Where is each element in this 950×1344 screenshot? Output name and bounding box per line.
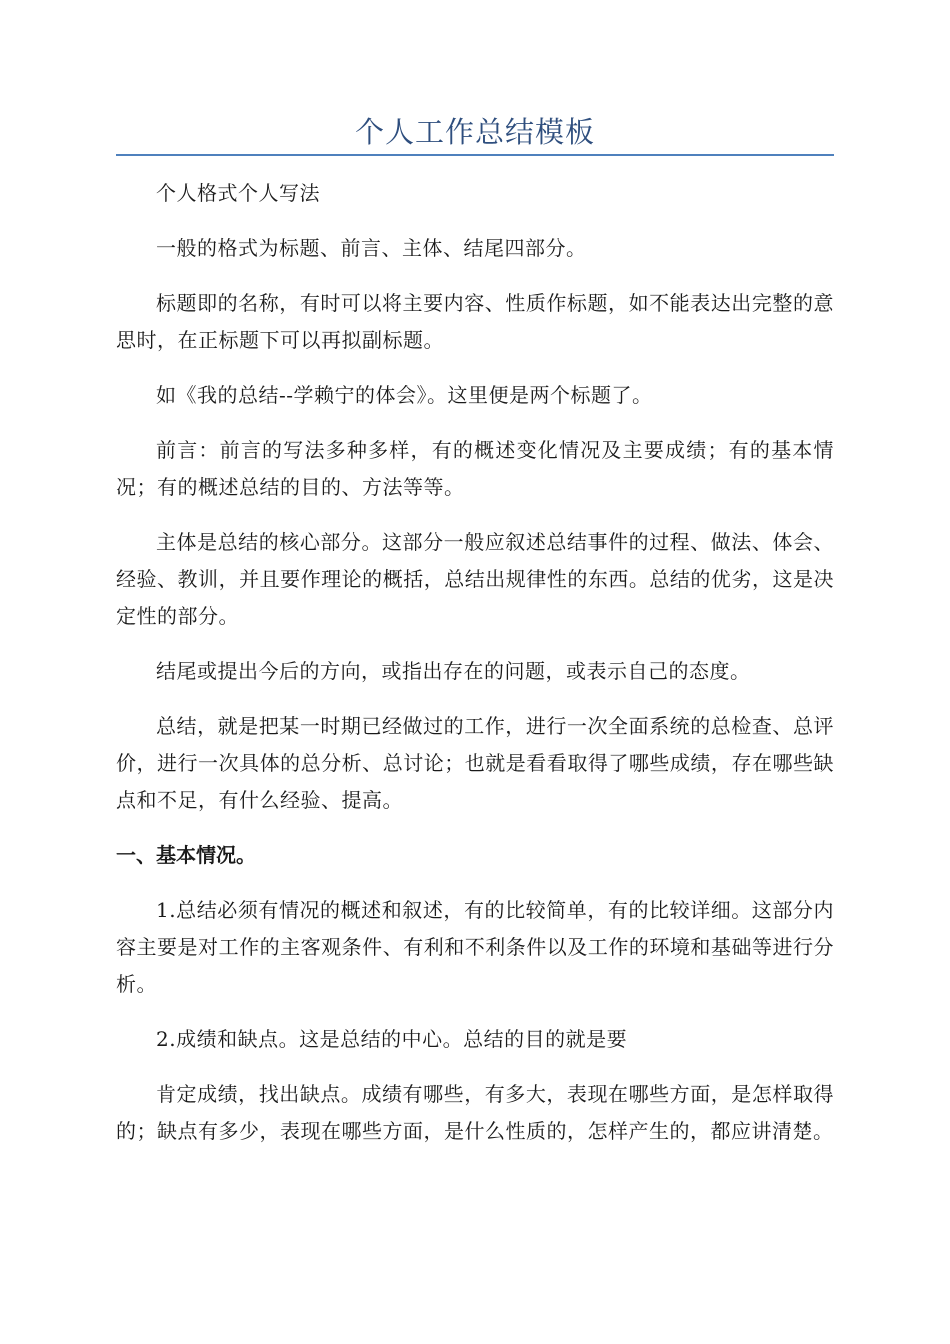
paragraph: 结尾或提出今后的方向，或指出存在的问题，或表示自己的态度。 xyxy=(156,659,751,683)
paragraph: 前言：前言的写法多种多样，有的概述变化情况及主要成绩；有的基本情况；有的概述总结的目的、方法等等。 xyxy=(116,438,834,499)
section-paragraph: 肯定成绩，找出缺点。成绩有哪些，有多大，表现在哪些方面，是怎样取得的；缺点有多少，表现在哪些方面，是什么性质的，怎样产生的，都应讲清楚。 xyxy=(116,1082,834,1143)
paragraph: 主体是总结的核心部分。这部分一般应叙述总结事件的过程、做法、体会、经验、教训，并且要作理论的概括，总结出规律性的东西。总结的优劣，这是决定性的部分。 xyxy=(116,530,834,628)
document-title: 个人工作总结模板 xyxy=(354,115,595,149)
section-paragraph: 2.成绩和缺点。这是总结的中心。总结的目的就是要 xyxy=(156,1027,628,1051)
section-paragraph: 1.总结必须有情况的概述和叙述，有的比较简单，有的比较详细。这部分内容主要是对工作的主客观条件、有利和不利条件以及工作的环境和基础等进行分析。 xyxy=(116,898,834,996)
document-body xyxy=(116,175,834,1168)
title-underline xyxy=(116,154,834,156)
paragraph: 总结，就是把某一时期已经做过的工作，进行一次全面系统的总检查、总评价，进行一次具体的总分析、总讨论；也就是看看取得了哪些成绩，存在哪些缺点和不足，有什么经验、提高。 xyxy=(116,714,834,812)
paragraph: 一般的格式为标题、前言、主体、结尾四部分。 xyxy=(156,236,587,260)
paragraph: 如《我的总结--学赖宁的体会》。这里便是两个标题了。 xyxy=(156,383,653,407)
section-heading: 一、基本情况。 xyxy=(116,843,256,867)
paragraph: 个人格式个人写法 xyxy=(156,181,320,205)
paragraph: 标题即的名称，有时可以将主要内容、性质作标题，如不能表达出完整的意思时，在正标题下可以再拟副标题。 xyxy=(116,291,834,352)
